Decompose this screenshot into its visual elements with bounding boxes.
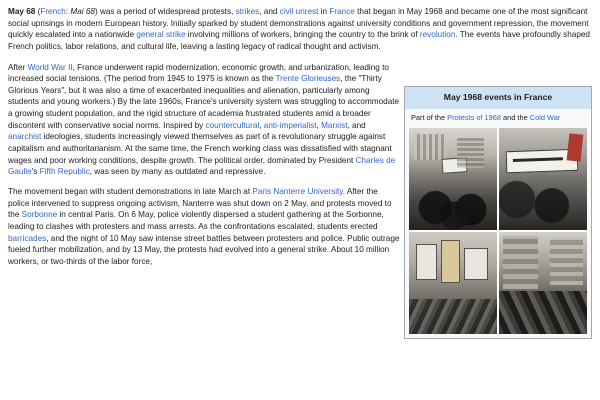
- link-charles-de-gaulle[interactable]: Charles de Gaulle: [8, 155, 396, 177]
- p2-text-3: , the "Thirty Glorious Years", but it was also a time of exacerbated inequalities and alienation, particularly among students and young workers.) By the late 1960s, France's university system was struggling to accommodate a growing student population, and the rigid structure of academia frustrated students amid a broader discontent with conservative social norms. Inspired by: [8, 74, 400, 130]
- p3-text-1: The movement began with student demonstrations in late March at: [8, 186, 253, 196]
- link-marxist[interactable]: Marxist: [321, 120, 348, 130]
- article-body-column: [8, 62, 400, 268]
- link-sorbonne[interactable]: Sorbonne: [21, 210, 58, 220]
- infobox-subtitle-and: and the: [500, 112, 530, 122]
- p3-text-2: . After the police intervened to suppress ongoing activism, Nanterre was shut down on 2 May, and protests moved to the: [8, 186, 392, 220]
- infobox-image-collage: [405, 128, 591, 338]
- link-revolution[interactable]: revolution: [419, 30, 456, 40]
- barricade-photo: [499, 232, 587, 334]
- lead-text-9: . The events have profoundly shaped French politics, labor relations, and cultural life, leaving a lasting legacy of radical thought and activism.: [8, 30, 590, 51]
- article-title: May 68: [8, 7, 36, 16]
- protest-banner-photo: [499, 128, 587, 230]
- link-anarchist[interactable]: anarchist: [8, 132, 42, 142]
- building-left-shape: [503, 236, 538, 289]
- lead-text-6: in: [318, 7, 330, 16]
- p2-text-7: ideologies, students increasingly viewed themselves as part of a revolutionary struggle against capitalism and authoritarianism. At the same time, the French working class was dissatisfied with stagnant wages and poor working conditions, despite growth. The political order, dominated by President: [8, 132, 392, 165]
- link-general-strike[interactable]: general strike: [136, 30, 186, 40]
- lead-paragraph: [8, 6, 592, 53]
- infobox: [404, 86, 592, 339]
- rubble-shape: [409, 299, 497, 334]
- posters-street-photo: [409, 232, 497, 334]
- protest-sign-shape: [442, 157, 468, 174]
- barricade-pile-shape: [499, 291, 587, 334]
- link-trente-glorieuses[interactable]: Trente Glorieuses: [275, 74, 341, 84]
- p2-text-4: ,: [259, 120, 264, 130]
- link-world-war-ii[interactable]: World War II: [27, 62, 73, 72]
- building-right-shape: [550, 238, 583, 285]
- link-france[interactable]: France: [329, 7, 355, 16]
- lead-text-5: , and: [259, 7, 280, 16]
- poster-shape-2: [441, 240, 461, 283]
- p3-text-4: , and the night of 10 May saw intense street battles between protesters and police. Public outrage fueled further mobilization, and by 13 May, the protests had evolved into a general strike. About 10 million workers, or two-thirds of the labor force,: [8, 233, 400, 266]
- lead-text-8: involving millions of workers, bringing the country to the brink of: [185, 30, 420, 40]
- infobox-title: May 1968 events in France: [405, 87, 591, 109]
- poster-shape-3: [464, 248, 489, 281]
- p3-text-3: in central Paris. On 6 May, police violently dispersed a student gathering at the Sorbonne, leading to clashes with protesters and mass arrests. As the confrontations escalated, students erected: [8, 210, 384, 231]
- lead-text-4: was a period of widespread protests,: [99, 7, 236, 16]
- link-civil-unrest[interactable]: civil unrest: [279, 7, 319, 16]
- link-cold-war[interactable]: Cold War: [529, 112, 561, 122]
- link-strikes[interactable]: strikes: [235, 7, 260, 16]
- infobox-subtitle-prefix: Part of the: [411, 112, 448, 122]
- link-french[interactable]: French: [40, 7, 66, 16]
- poster-shape-1: [416, 244, 437, 281]
- link-fifth-republic[interactable]: Fifth Republic: [39, 167, 90, 177]
- p2-text-6: , and: [347, 120, 366, 130]
- lead-text-3: ): [94, 7, 100, 16]
- link-protests-of-1968[interactable]: Protests of 1968: [447, 112, 501, 122]
- lead-text-2: :: [65, 7, 71, 16]
- p2-text-1: After: [8, 62, 28, 72]
- p2-text-8: 's: [31, 167, 40, 177]
- p2-text-2: , France underwent rapid modernization, economic growth, and urbanization, leading to increased social tensions. (The period from 1945 to 1975 is known as the: [8, 62, 389, 84]
- red-flag-shape: [566, 133, 583, 161]
- link-paris-nanterre-university[interactable]: Paris Nanterre University: [252, 186, 343, 196]
- link-anti-imperialist[interactable]: anti-imperialist: [263, 120, 317, 130]
- lead-text-7: that began in May 1968 and became one of the most significant social uprisings in modern European history. Initially sparked by student demonstrations against university conditions and government repression, the movement quickly escalated into a nationwide: [8, 7, 589, 40]
- lead-text-1: (: [35, 7, 41, 16]
- french-title-italic: Mai 68: [70, 7, 95, 16]
- paragraph-events: [8, 186, 400, 267]
- paragraph-background: [8, 62, 400, 178]
- p2-text-9: , was seen by many as outdated and repressive.: [89, 167, 266, 177]
- infobox-subtitle: [405, 109, 591, 128]
- link-barricades[interactable]: barricades: [8, 233, 47, 243]
- link-countercultural[interactable]: countercultural: [205, 120, 260, 130]
- p2-text-5: ,: [316, 120, 322, 130]
- photo-collage: [409, 128, 587, 334]
- crowd-march-photo: [409, 128, 497, 230]
